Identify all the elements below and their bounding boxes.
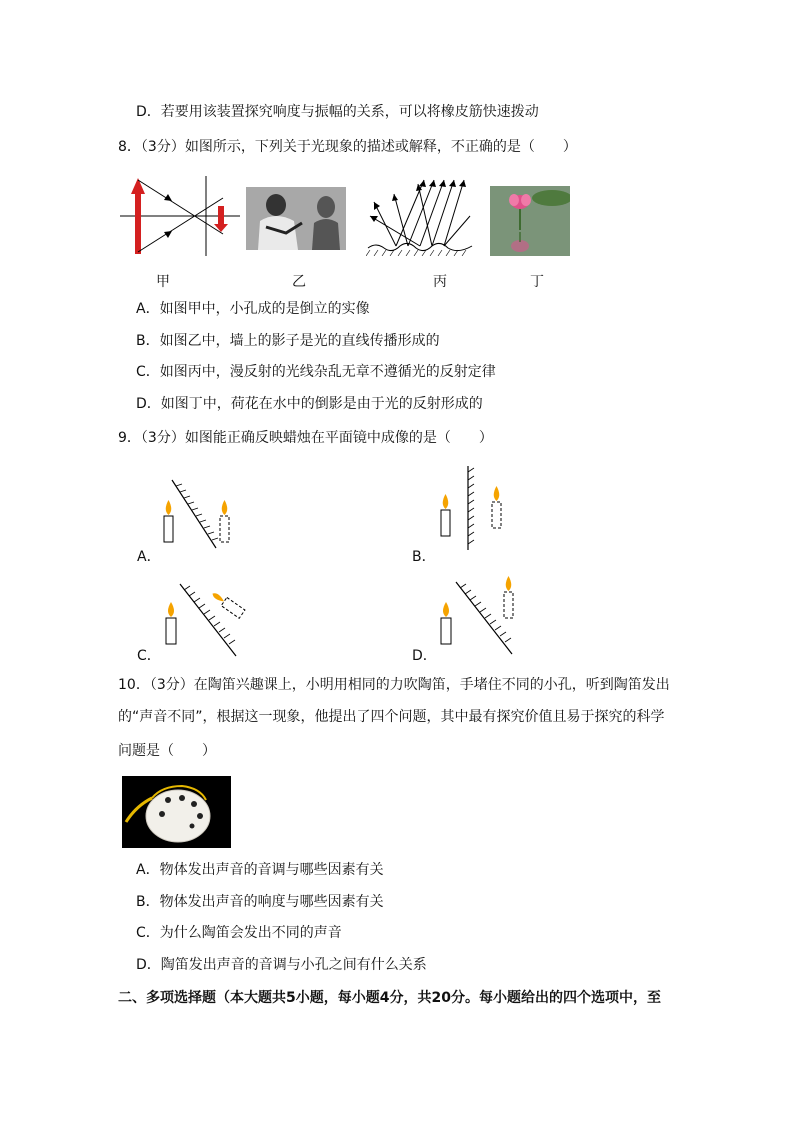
shadow-photo [246,187,346,250]
q10-stem-line3: 问题是（ ） [118,743,216,759]
q10-option-d: D．陶笛发出声音的音调与小孔之间有什么关系 [136,957,427,973]
lotus-photo [490,186,570,256]
q10-option-b: B．物体发出声音的响度与哪些因素有关 [136,894,384,910]
figure-label-bing: 丙 [433,274,447,290]
q9-option-c-label: C． [137,648,161,664]
q10-option-a: A．物体发出声音的音调与哪些因素有关 [136,862,384,878]
q8-stem: 8．（3分）如图所示，下列关于光现象的描述或解释，不正确的是（ ） [118,139,577,155]
image-arrow [214,206,228,232]
q9-option-b-label: B． [412,549,436,565]
q9-option-a-label: A． [137,549,161,565]
q7-option-d: D．若要用该装置探究响度与振幅的关系，可以将橡皮筋快速拨动 [136,104,539,120]
candle-figure-c [160,580,260,660]
diffuse-reflection-figure [366,176,474,256]
q8-option-b: B．如图乙中，墙上的影子是光的直线传播形成的 [136,333,440,349]
figure-label-ding: 丁 [530,274,544,290]
q8-option-c: C．如图丙中，漫反射的光线杂乱无章不遵循光的反射定律 [136,364,496,380]
figure-label-jia: 甲 [156,274,170,290]
q9-stem: 9．（3分）如图能正确反映蜡烛在平面镜中成像的是（ ） [118,430,493,446]
candle-figure-d [436,574,526,658]
candle-figure-b [434,464,514,554]
section-2-heading: 二、多项选择题（本大题共5小题，每小题4分，共20分。每小题给出的四个选项中，至 [118,990,661,1006]
candle-figure-a [160,476,240,556]
pinhole-figure [120,172,240,260]
q8-option-d: D．如图丁中，荷花在水中的倒影是由于光的反射形成的 [136,396,483,412]
ocarina-photo [122,776,231,848]
figure-label-yi: 乙 [292,274,306,290]
q8-option-a: A．如图甲中，小孔成的是倒立的实像 [136,301,370,317]
q9-option-d-label: D． [412,648,437,664]
q10-option-c: C．为什么陶笛会发出不同的声音 [136,925,342,941]
q10-stem-line1: 10．（3分）在陶笛兴趣课上，小明用相同的力吹陶笛，手堵住不同的小孔，听到陶笛发出 [118,677,670,693]
q10-stem-line2: 的“声音不同”，根据这一现象，他提出了四个问题，其中最有探究价值且易于探究的科学 [118,709,665,725]
